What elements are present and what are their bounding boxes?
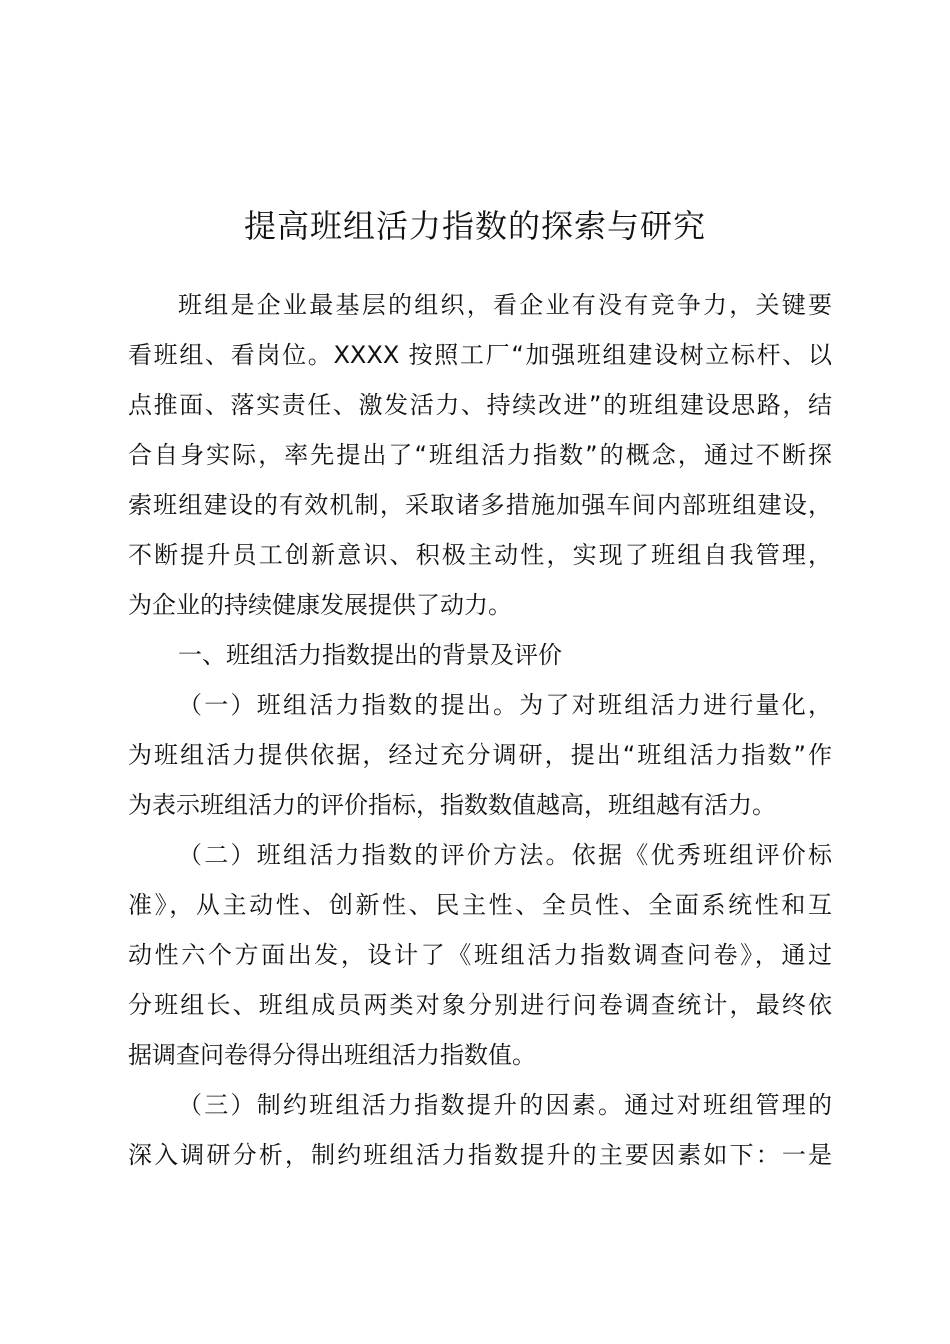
paragraph-line: （三）制约班组活力指数提升的因素。通过对班组管理的 <box>178 1091 832 1119</box>
paragraph-line: 分班组长、班组成员两类对象分别进行问卷调查统计，最终依 <box>128 991 832 1019</box>
paragraph-line: 据调查问卷得分得出班组活力指数值。 <box>128 1041 536 1069</box>
paragraph-line: 看班组、看岗位。XXXX 按照工厂“加强班组建设树立标杆、以 <box>128 341 832 369</box>
paragraph-line: 班组是企业最基层的组织，看企业有没有竞争力，关键要 <box>178 291 832 319</box>
paragraph-line: 点推面、落实责任、激发活力、持续改进”的班组建设思路，结 <box>128 391 832 419</box>
document-body <box>128 280 832 1180</box>
paragraph-line: （一）班组活力指数的提出。为了对班组活力进行量化， <box>178 691 832 719</box>
paragraph-line: 动性六个方面出发，设计了《班组活力指数调查问卷》，通过 <box>128 941 832 969</box>
paragraph-line: 索班组建设的有效机制，采取诸多措施加强车间内部班组建设， <box>128 491 832 519</box>
paragraph-line: 为表示班组活力的评价指标，指数数值越高，班组越有活力。 <box>128 791 776 819</box>
paragraph-line: 为班组活力提供依据，经过充分调研，提出“班组活力指数”作 <box>128 741 832 769</box>
paragraph-line: 深入调研分析，制约班组活力指数提升的主要因素如下：一是 <box>128 1141 832 1169</box>
paragraph-line: 不断提升员工创新意识、积极主动性，实现了班组自我管理， <box>128 541 832 569</box>
paragraph-line: 准》，从主动性、创新性、民主性、全员性、全面系统性和互 <box>128 891 832 919</box>
paragraph-line: （二）班组活力指数的评价方法。依据《优秀班组评价标 <box>178 841 832 869</box>
paragraph-line: 合自身实际，率先提出了“班组活力指数”的概念，通过不断探 <box>128 441 832 469</box>
section-heading: 一、班组活力指数提出的背景及评价 <box>178 641 562 669</box>
paragraph-line: 为企业的持续健康发展提供了动力。 <box>128 591 512 619</box>
document-title: 提高班组活力指数的探索与研究 <box>243 207 706 246</box>
